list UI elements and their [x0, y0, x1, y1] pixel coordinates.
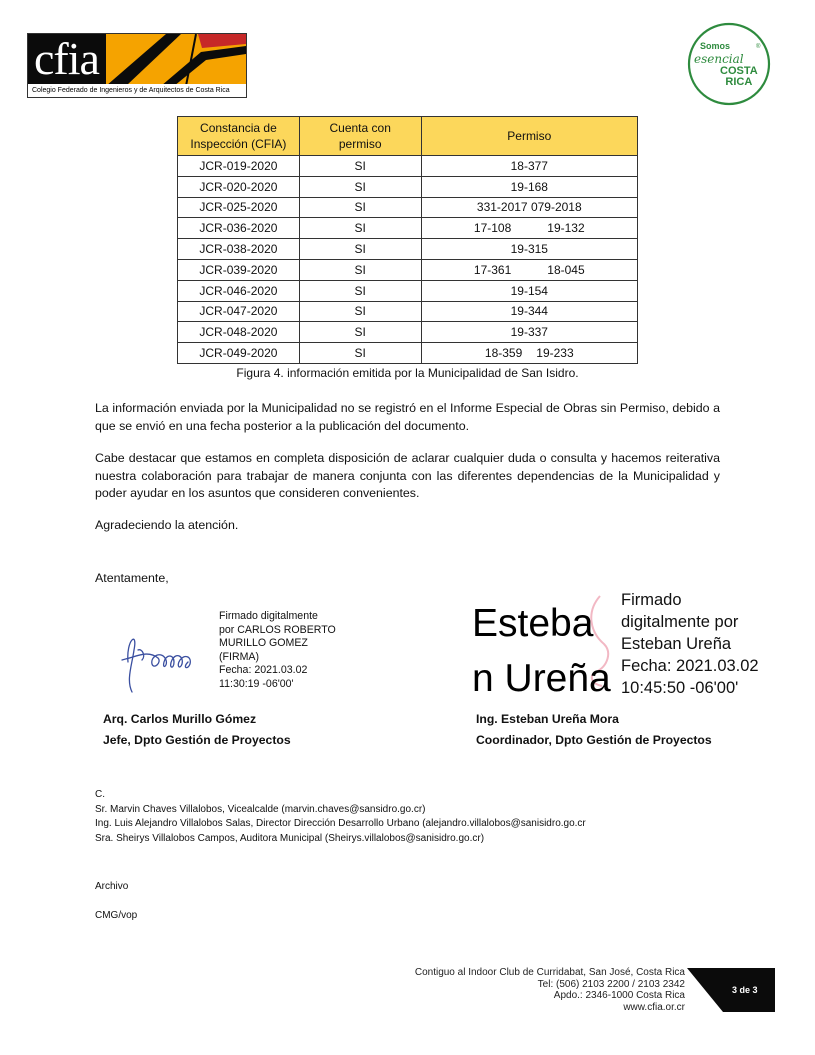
cell-cuenta: SI [299, 301, 421, 322]
page-number: 3 de 3 [732, 985, 758, 995]
sig-right-big-line2: n Ureña [472, 657, 611, 700]
esencial-country-2: RICA [725, 76, 753, 88]
sig-left-line: MURILLO GOMEZ [219, 637, 308, 650]
footer-address [415, 967, 685, 1013]
sig-right-line: Fecha: 2021.03.02 [621, 657, 759, 675]
cfia-wordmark: cfia [34, 33, 99, 84]
esencial-costa-rica-logo [684, 22, 774, 106]
header-constancia [178, 117, 300, 156]
cell-permiso [421, 156, 637, 177]
table-body [178, 156, 638, 364]
cell-constancia: JCR-039-2020 [178, 259, 300, 280]
permiso-value: 17-361 [473, 262, 512, 277]
table-row [178, 301, 638, 322]
cell-constancia: JCR-038-2020 [178, 239, 300, 260]
permiso-value: 18-045 [547, 262, 585, 277]
cell-permiso [421, 218, 637, 239]
cell-cuenta: SI [299, 239, 421, 260]
cell-permiso [421, 343, 637, 364]
header-constancia-line1: Constancia de [200, 121, 277, 135]
sig-left-line: 11:30:19 -06'00' [219, 677, 294, 690]
header-cuenta-line1: Cuenta con [329, 121, 391, 135]
cell-cuenta: SI [299, 197, 421, 218]
cell-cuenta: SI [299, 156, 421, 177]
cell-constancia: JCR-025-2020 [178, 197, 300, 218]
footer-line: Apdo.: 2346-1000 Costa Rica [553, 990, 685, 1001]
esencial-script: esencial [694, 52, 744, 66]
header-permiso: Permiso [421, 117, 637, 156]
table-row [178, 156, 638, 177]
sig-left-line: Fecha: 2021.03.02 [219, 664, 308, 677]
table-row [178, 322, 638, 343]
permiso-value: 331-2017 079-2018 [476, 200, 582, 215]
cell-permiso [421, 322, 637, 343]
initials-label: CMG/vop [95, 910, 138, 921]
permiso-value: 19-233 [536, 346, 574, 361]
cell-constancia: JCR-020-2020 [178, 176, 300, 197]
table-header-row [178, 117, 638, 156]
signer-right-name: Ing. Esteban Ureña Mora [476, 712, 619, 726]
cell-cuenta: SI [299, 322, 421, 343]
handwritten-signature-left [118, 620, 198, 695]
closing: Atentamente, [95, 571, 169, 585]
cell-constancia: JCR-019-2020 [178, 156, 300, 177]
permiso-value: 18-377 [510, 158, 548, 173]
cc-label: C. [95, 789, 105, 800]
header-constancia-line2: Inspección (CFIA) [190, 137, 287, 151]
table-row [178, 259, 638, 280]
signer-left [103, 709, 291, 751]
permiso-value: 19-132 [547, 221, 585, 236]
cell-cuenta: SI [299, 176, 421, 197]
paragraph-3: Agradeciendo la atención. [95, 518, 239, 532]
permiso-value: 19-337 [510, 325, 548, 340]
permiso-value: 19-168 [510, 179, 548, 194]
permiso-value: 19-344 [510, 304, 548, 319]
permiso-value: 17-108 [473, 221, 512, 236]
permiso-value: 18-359 [484, 346, 523, 361]
cell-permiso [421, 197, 637, 218]
sig-right-line: 10:45:50 -06'00' [621, 679, 739, 697]
cell-constancia: JCR-048-2020 [178, 322, 300, 343]
table-row [178, 176, 638, 197]
header-cuenta-line2: permiso [338, 137, 382, 151]
cell-constancia: JCR-046-2020 [178, 280, 300, 301]
cell-permiso [421, 259, 637, 280]
permiso-value: 19-154 [510, 283, 548, 298]
page-number-tab [687, 968, 775, 1012]
esencial-registered: ® [756, 44, 761, 50]
signer-right [476, 709, 712, 751]
cc-block [95, 788, 586, 846]
figure-caption: Figura 4. información emitida por la Municipalidad de San Isidro. [236, 366, 579, 380]
footer-line: Contiguo al Indoor Club de Curridabat, San José, Costa Rica [414, 967, 685, 978]
cell-permiso [421, 280, 637, 301]
header-cuenta [299, 117, 421, 156]
signer-left-name: Arq. Carlos Murillo Gómez [103, 712, 257, 726]
footer-line: www.cfia.or.cr [623, 1001, 685, 1013]
sig-left-line: por CARLOS ROBERTO [219, 623, 336, 636]
cfia-logo-graphic [106, 34, 246, 86]
sig-right-big-line1: Esteba [472, 602, 594, 645]
table-row [178, 343, 638, 364]
signer-right-role: Coordinador, Dpto Gestión de Proyectos [476, 733, 712, 747]
digital-signature-left [219, 610, 336, 692]
paragraph-1: La información enviada por la Municipalidad no se registró en el Informe Especial de Obras sin Permiso, debido a que se envió en una fecha posterior a la publicación del documento. [95, 401, 720, 433]
cell-permiso [421, 176, 637, 197]
archivo-label: Archivo [95, 881, 129, 892]
sig-right-line: Firmado [621, 591, 682, 609]
cell-cuenta: SI [299, 280, 421, 301]
cell-cuenta: SI [299, 218, 421, 239]
cc-line: Ing. Luis Alejandro Villalobos Salas, Director Dirección Desarrollo Urbano (alejandro.villalobos@sanisidro.go.cr [95, 818, 586, 829]
cell-permiso [421, 301, 637, 322]
digital-signature-right [621, 589, 759, 699]
sig-left-line: (FIRMA) [219, 650, 260, 663]
cfia-subtitle: Colegio Federado de Ingenieros y de Arquitectos de Costa Rica [28, 84, 246, 97]
table-row [178, 280, 638, 301]
paragraph-2: Cabe destacar que estamos en completa disposición de aclarar cualquier duda o consulta y hacemos reiterativa nuestra colaboración para trabajar de manera conjunta con las diferentes dependencias de la Municipalidad y poder ayudar en los asuntos que consideren convenientes. [95, 451, 720, 500]
footer-line: Tel: (506) 2103 2200 / 2103 2342 [537, 978, 685, 990]
cell-cuenta: SI [299, 259, 421, 280]
sig-right-line: digitalmente por [621, 613, 739, 631]
cell-constancia: JCR-049-2020 [178, 343, 300, 364]
cell-permiso [421, 239, 637, 260]
page-tab-shape [687, 968, 775, 1012]
signer-left-role: Jefe, Dpto Gestión de Proyectos [103, 733, 291, 747]
permiso-value: 19-315 [510, 242, 548, 257]
cell-constancia: JCR-047-2020 [178, 301, 300, 322]
table-row [178, 218, 638, 239]
signature-name-right [472, 596, 611, 706]
cfia-logo [27, 33, 247, 98]
esencial-country-1: COSTA [720, 65, 758, 77]
table-row [178, 239, 638, 260]
cc-line: Sr. Marvin Chaves Villalobos, Vicealcalde (marvin.chaves@sansidro.go.cr) [95, 803, 426, 815]
esencial-country [720, 66, 758, 88]
cc-line: Sra. Sheirys Villalobos Campos, Auditora Municipal (Sheirys.villalobos@sanisidro.go.cr) [95, 832, 485, 844]
permits-table [177, 116, 638, 364]
esencial-somos: Somos [700, 41, 731, 51]
sig-left-line: Firmado digitalmente [219, 610, 318, 622]
sig-right-line: Esteban Ureña [621, 635, 732, 653]
cell-constancia: JCR-036-2020 [178, 218, 300, 239]
cell-cuenta: SI [299, 343, 421, 364]
table-row [178, 197, 638, 218]
